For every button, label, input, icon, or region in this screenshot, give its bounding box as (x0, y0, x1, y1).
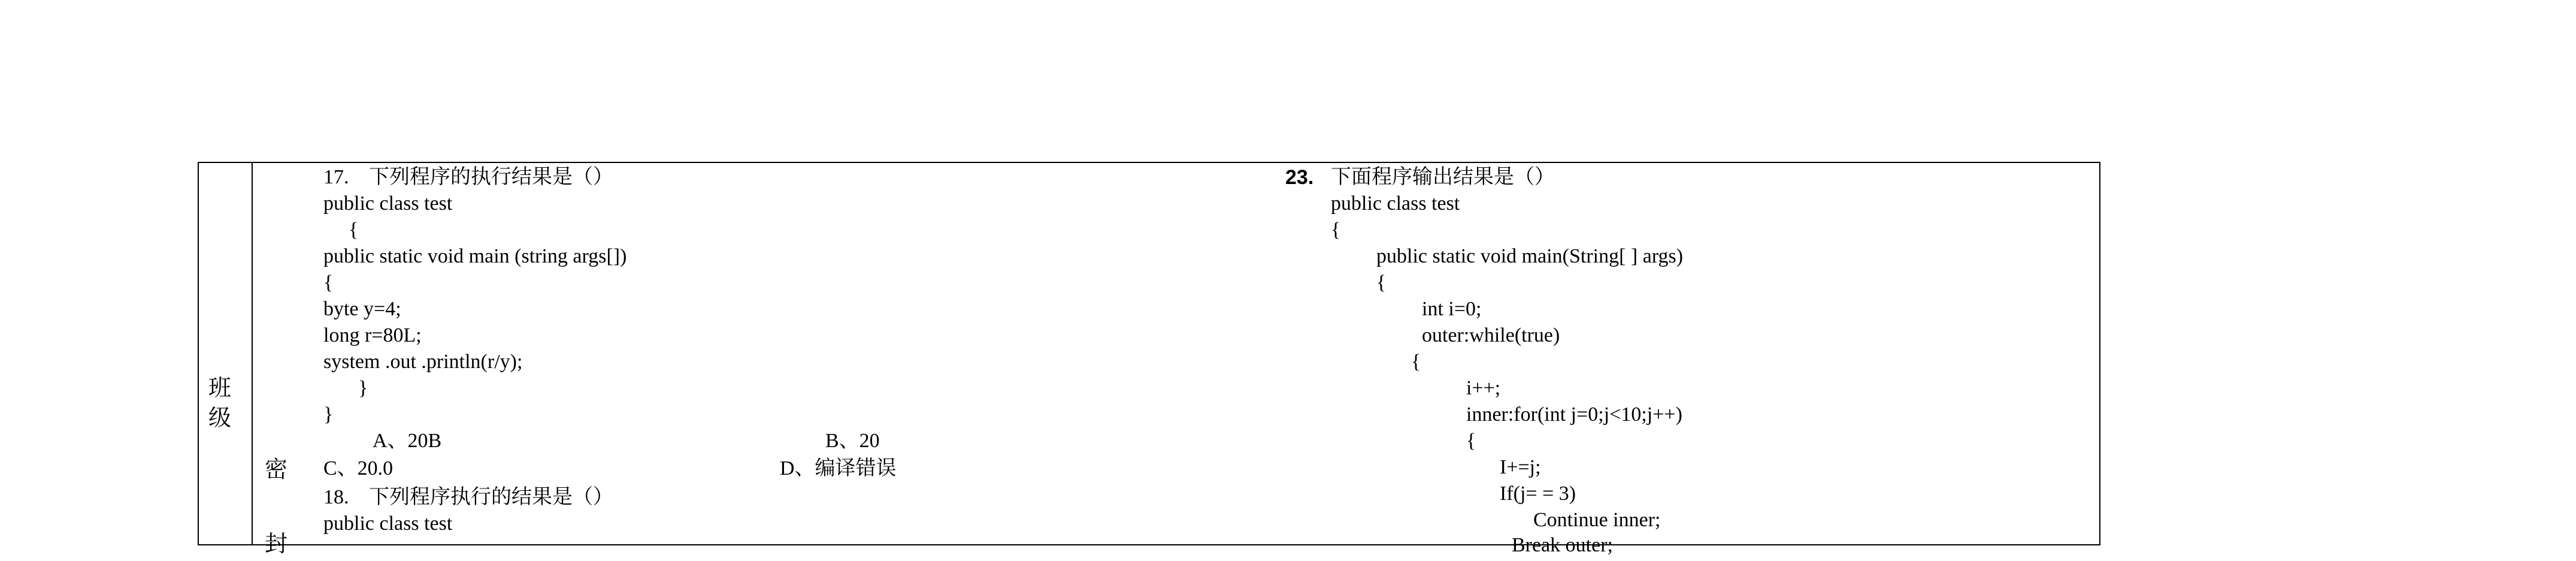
option-c: C、20.0 (323, 457, 393, 479)
code-line: } (358, 377, 368, 399)
option-a: A、20B (373, 430, 442, 452)
question-23-title: 下面程序输出结果是（） (1331, 166, 1555, 188)
code-line: i++; (1466, 377, 1501, 399)
question-18-title: 下列程序执行的结果是（） (369, 486, 613, 508)
code-line: system .out .println(r/y); (323, 351, 523, 373)
question-17-number: 17. (323, 166, 349, 188)
code-line: { (1376, 272, 1387, 294)
question-17-title: 下列程序的执行结果是（） (369, 166, 613, 188)
code-line: byte y=4; (323, 298, 401, 320)
code-line: { (1411, 351, 1421, 373)
code-line: } (323, 403, 334, 426)
seal-label-char-2: 封 (265, 532, 288, 557)
class-label-char-2: 级 (208, 406, 232, 431)
code-line: outer:while(true) (1422, 324, 1560, 346)
code-line: Continue inner; (1533, 509, 1661, 531)
code-line: int i=0; (1422, 298, 1482, 320)
code-line: { (323, 272, 334, 294)
code-line: If(j= = 3) (1500, 482, 1576, 505)
code-line: Break outer; (1512, 534, 1613, 556)
option-d: D、编译错误 (780, 457, 897, 479)
class-label-char-1: 班 (208, 376, 232, 401)
question-23-number: 23. (1285, 166, 1314, 189)
code-line: { (1331, 219, 1341, 241)
code-line: inner:for(int j=0;j<10;j++) (1466, 403, 1682, 426)
code-line: public class test (323, 512, 453, 535)
seal-label-char: 密 (265, 457, 288, 482)
code-line: { (349, 219, 359, 241)
code-line: public class test (323, 192, 453, 215)
option-b: B、20 (825, 430, 880, 452)
code-line: long r=80L; (323, 324, 422, 346)
question-18-number: 18. (323, 486, 349, 508)
code-line: public static void main (string args[]) (323, 245, 627, 267)
code-line: public static void main(String[ ] args) (1376, 245, 1684, 267)
code-line: { (1466, 430, 1476, 452)
code-line: I+=j; (1500, 456, 1541, 478)
sidebar-divider (252, 162, 253, 545)
code-line: public class test (1331, 192, 1460, 215)
